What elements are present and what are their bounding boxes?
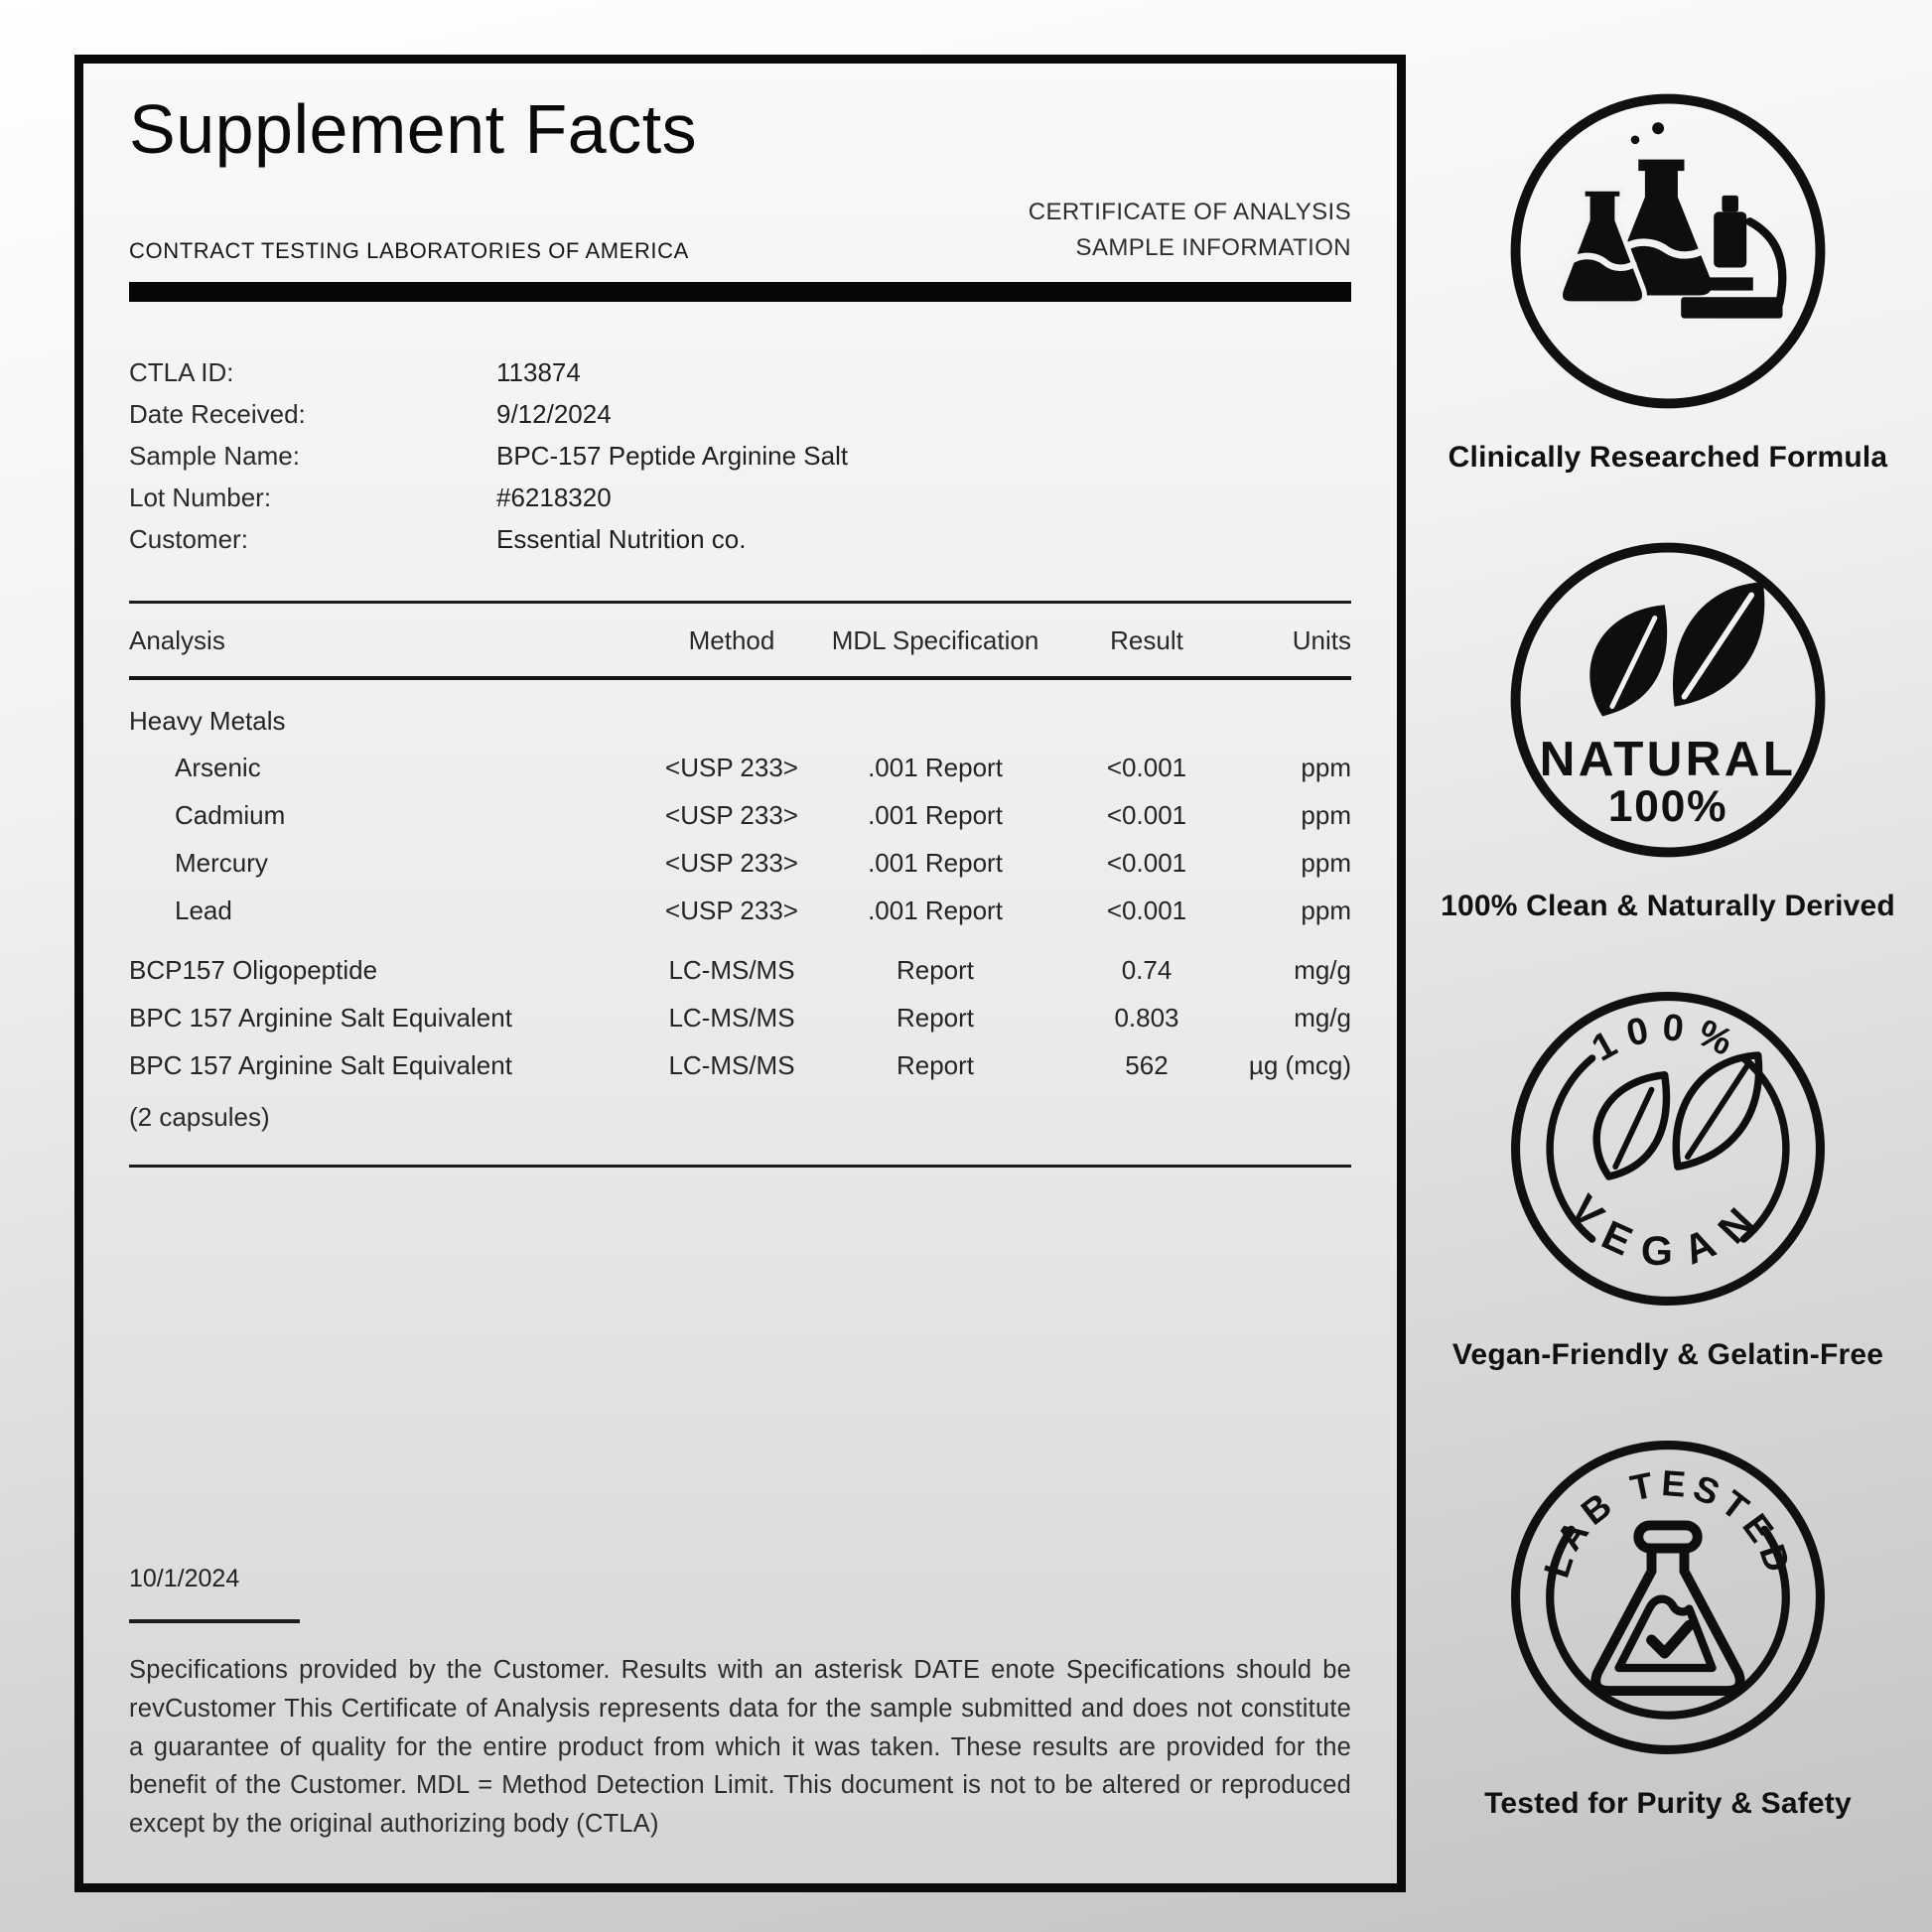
info-label: Lot Number: <box>129 483 272 512</box>
natural-percent-text: 100% <box>1607 782 1728 832</box>
sample-information-label: SAMPLE INFORMATION <box>1075 234 1351 261</box>
mdl-cell: Report <box>896 955 975 985</box>
method-cell: <USP 233> <box>665 848 798 878</box>
col-header-method: Method <box>688 625 775 655</box>
method-cell: LC-MS/MS <box>668 1003 795 1033</box>
mdl-cell: .001 Report <box>868 896 1003 925</box>
table-row <box>129 792 1351 840</box>
badge-column <box>1427 87 1909 1821</box>
badge-clinically-researched <box>1427 87 1909 475</box>
table-group-label: Heavy Metals <box>129 706 286 736</box>
natural-leaves-icon <box>1504 536 1832 864</box>
method-cell: <USP 233> <box>665 896 798 925</box>
info-label: Date Received: <box>129 399 306 429</box>
result-cell: <0.001 <box>1106 753 1187 782</box>
analysis-cell: Mercury <box>175 848 268 878</box>
result-cell: <0.001 <box>1106 848 1187 878</box>
natural-text: NATURAL <box>1539 731 1797 786</box>
disclaimer-text: Specifications provided by the Customer. Results with an asterisk DATE enote Specifications should be revCustomer This Certificate of Analysis represents data for the sample submitted and does not constitute a guarantee of quality for the entire product from which it was taken. These results are provided for the benefit of the Customer. MDL = Method Detection Limit. This document is not to be altered or reproduced except by the original authorizing body (CTLA) <box>129 1656 1351 1839</box>
report-date: 10/1/2024 <box>129 1565 240 1593</box>
certificate-of-analysis-label: CERTIFICATE OF ANALYSIS <box>1028 199 1351 225</box>
info-label: CTLA ID: <box>129 357 234 387</box>
analysis-cell: BPC 157 Arginine Salt Equivalent <box>129 1003 512 1033</box>
vegan-leaves-icon <box>1504 985 1832 1312</box>
table-row <box>129 745 1351 792</box>
result-cell: 0.803 <box>1114 1003 1179 1033</box>
badge-vegan <box>1427 985 1909 1372</box>
lab-flasks-icon <box>1504 87 1832 415</box>
vegan-arc-top-text: 100% <box>1585 1007 1750 1070</box>
units-cell: ppm <box>1301 753 1351 782</box>
table-row <box>129 888 1351 935</box>
result-cell: <0.001 <box>1106 896 1187 925</box>
badge-label: 100% Clean & Naturally Derived <box>1441 890 1895 922</box>
col-header-mdl: MDL Specification <box>831 625 1039 655</box>
badge-label: Clinically Researched Formula <box>1448 441 1888 474</box>
document-spacer <box>129 1168 1351 1565</box>
method-cell: <USP 233> <box>665 753 798 782</box>
lab-name: CONTRACT TESTING LABORATORIES OF AMERICA <box>129 238 689 263</box>
sample-info-list <box>129 357 1351 555</box>
analysis-cell: BCP157 Oligopeptide <box>129 955 378 985</box>
badge-lab-tested <box>1427 1434 1909 1821</box>
analysis-cell: Arsenic <box>175 753 261 782</box>
method-cell: LC-MS/MS <box>668 955 795 985</box>
lab-tested-flask-icon <box>1504 1434 1832 1761</box>
badge-natural <box>1427 536 1909 923</box>
header-divider-bar <box>129 282 1351 302</box>
table-header-row <box>129 604 1351 676</box>
method-cell: <USP 233> <box>665 800 798 830</box>
badge-label: Vegan-Friendly & Gelatin-Free <box>1451 1338 1884 1371</box>
units-cell: ppm <box>1301 848 1351 878</box>
table-row <box>129 947 1351 995</box>
result-cell: <0.001 <box>1106 800 1187 830</box>
certificate-header-right <box>1029 195 1351 266</box>
mdl-cell: Report <box>896 1003 975 1033</box>
analysis-cell: Lead <box>175 896 232 925</box>
result-cell: 562 <box>1125 1050 1169 1080</box>
units-cell: µg (mcg) <box>1248 1050 1351 1080</box>
table-row <box>129 840 1351 888</box>
col-header-result: Result <box>1110 625 1183 655</box>
units-cell: mg/g <box>1294 955 1351 985</box>
method-cell: LC-MS/MS <box>668 1050 795 1080</box>
info-value: 113874 <box>496 357 581 387</box>
col-header-analysis: Analysis <box>129 625 225 655</box>
table-row <box>129 995 1351 1042</box>
units-cell: ppm <box>1301 800 1351 830</box>
info-value: #6218320 <box>496 483 612 512</box>
col-header-units: Units <box>1292 625 1351 655</box>
info-value: Essential Nutrition co. <box>496 524 747 554</box>
document-subheader <box>129 195 1351 266</box>
info-label: Customer: <box>129 524 248 554</box>
svg-text:VEGAN <box>1561 1186 1775 1275</box>
mdl-cell: .001 Report <box>868 800 1003 830</box>
capsules-footnote: (2 capsules) <box>129 1102 270 1132</box>
analysis-cell: BPC 157 Arginine Salt Equivalent <box>129 1050 512 1080</box>
mdl-cell: Report <box>896 1050 975 1080</box>
page-title: Supplement Facts <box>129 90 698 168</box>
info-value: 9/12/2024 <box>496 399 612 429</box>
result-cell: 0.74 <box>1121 955 1173 985</box>
badge-label: Tested for Purity & Safety <box>1484 1787 1852 1820</box>
vegan-arc-bottom-text: VEGAN <box>1561 1185 1775 1275</box>
analysis-cell: Cadmium <box>175 800 286 830</box>
date-underline <box>129 1619 300 1623</box>
mdl-cell: .001 Report <box>868 753 1003 782</box>
certificate-document <box>74 55 1406 1892</box>
lab-tested-arc-text: LAB TESTED <box>1535 1461 1801 1583</box>
units-cell: mg/g <box>1294 1003 1351 1033</box>
table-row <box>129 1042 1351 1090</box>
info-label: Sample Name: <box>129 441 300 471</box>
info-value: BPC-157 Peptide Arginine Salt <box>496 441 849 471</box>
mdl-cell: .001 Report <box>868 848 1003 878</box>
units-cell: ppm <box>1301 896 1351 925</box>
